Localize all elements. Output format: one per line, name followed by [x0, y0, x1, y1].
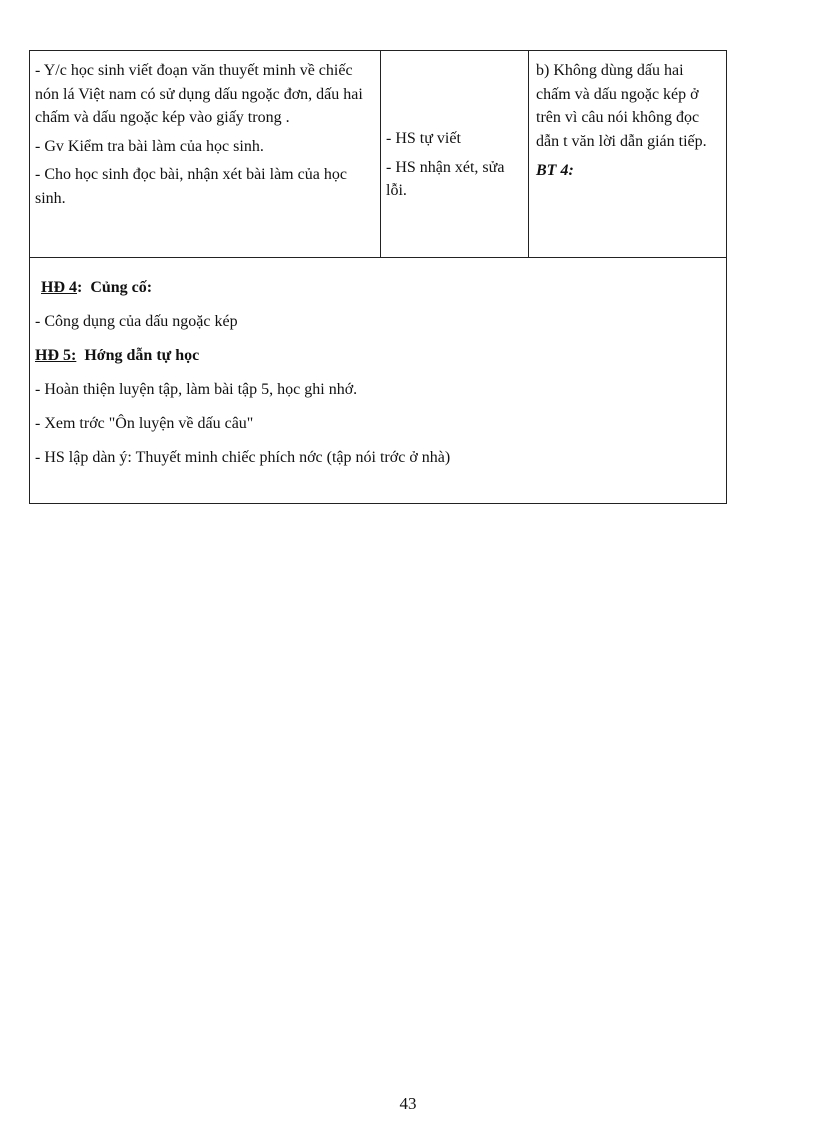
hd4-label: HĐ 4 — [41, 279, 77, 296]
student-activity-item: - HS nhận xét, sửa lỗi. — [386, 158, 505, 199]
lesson-table — [29, 50, 727, 504]
teacher-activity-item: - Cho học sinh đọc bài, nhận xét bài làm của học sinh. — [35, 166, 347, 207]
hd4-item: - Công dụng của dấu ngoặc kép — [35, 313, 238, 330]
row-divider — [30, 257, 726, 258]
column-divider-2 — [528, 51, 529, 257]
hd5-title: Hớng dẫn tự học — [84, 347, 200, 364]
content-cell — [536, 59, 722, 183]
exercise-4-heading: BT 4: — [536, 162, 574, 179]
page-number: 43 — [399, 1094, 417, 1113]
teacher-activity-item: - Gv Kiểm tra bài làm của học sinh. — [35, 137, 264, 155]
hd5-item: - HS lập dàn ý: Thuyết minh chiếc phích nớc (tập nói trớc ở nhà) — [35, 449, 451, 466]
content-text: b) Không dùng dấu hai chấm và dấu ngoặc kép ở trên vì câu nói không đọc dẫn t văn lời dẫn gián tiếp. — [536, 62, 707, 150]
student-activity-item: - HS tự viết — [386, 130, 461, 147]
hd5-label: HĐ 5: — [35, 347, 77, 364]
student-activity-cell — [386, 127, 526, 203]
column-divider-1 — [380, 51, 381, 257]
hd5-item: - Xem trớc "Ôn luyện về dấu câu" — [35, 415, 254, 432]
hd5-item: - Hoàn thiện luyện tập, làm bài tập 5, học ghi nhớ. — [35, 381, 358, 398]
hd5-heading — [35, 339, 715, 373]
teacher-activity-cell — [35, 59, 375, 210]
teacher-activity-item: - Y/c học sinh viết đoạn văn thuyết minh về chiếc nón lá Việt nam có sử dụng dấu ngoặc đơn, dấu hai chấm và dấu ngoặc kép vào giấy trong . — [35, 62, 363, 126]
activities-section — [35, 271, 715, 475]
hd4-sep: : — [77, 279, 83, 296]
hd4-title: Củng cố: — [90, 279, 153, 296]
hd4-heading — [35, 271, 715, 305]
